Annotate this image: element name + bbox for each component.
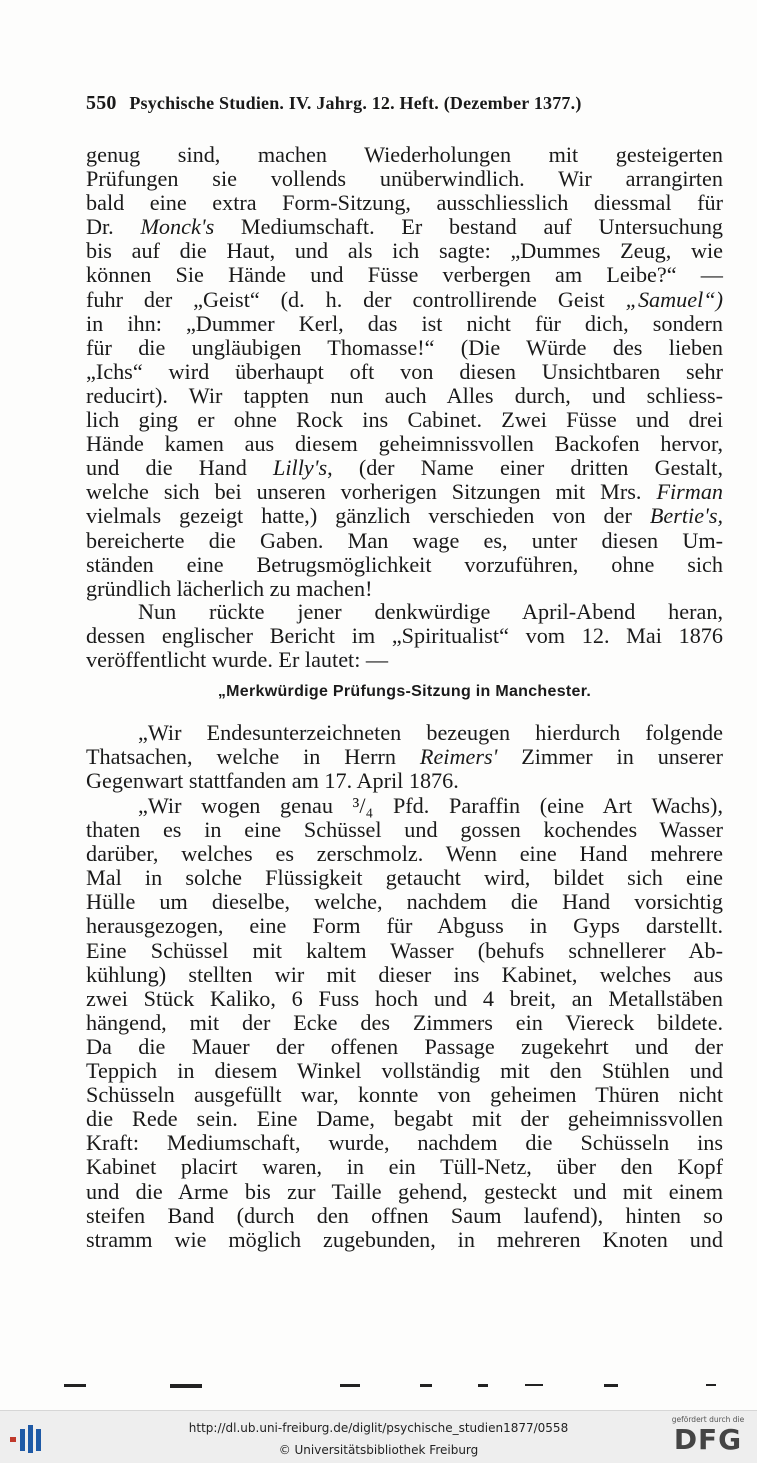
name-italic: Lilly's [273, 455, 328, 481]
text-line [86, 745, 723, 769]
text-line: Teppich in diesem Winkel vollständig mit den Stühlen und [86, 1058, 723, 1084]
text-line: „Ichs“ wird überhaupt oft von diesen Unsichtbaren sehr [86, 358, 723, 384]
permalink-url[interactable]: http://dl.ub.uni-freiburg.de/diglit/psychische_studien1877/0558 [188, 1421, 569, 1435]
printers-mark [420, 1384, 432, 1387]
text-line [86, 504, 723, 528]
dfg-logo-text: DFG [673, 1423, 743, 1456]
text-fragment: Thatsachen, welche in Herrn [86, 744, 397, 770]
copyright-notice: © Universitätsbibliothek Freiburg [278, 1443, 479, 1457]
name-italic: Monck's [140, 214, 215, 240]
text-fragment: Mediumschaft. Er bestand auf Untersuchung [240, 214, 724, 240]
text-line: „Wir wogen genau ³/₄ Pfd. Paraffin (eine Art Wachs), [138, 793, 723, 818]
name-italic: Bertie's, [649, 503, 723, 529]
dfg-funding-label: gefördert durch die [671, 1415, 745, 1424]
dfg-logo[interactable] [669, 1415, 747, 1461]
text-line: „Wir Endesunterzeichneten bezeugen hierdurch folgende [138, 720, 723, 745]
text-line: gründlich lächerlich zu machen! [86, 575, 373, 601]
text-line: bald eine extra Form-Sitzung, ausschliesslich diessmal für [86, 190, 723, 216]
printers-mark [604, 1384, 618, 1387]
text-line: die Rede sein. Eine Dame, begabt mit der geheimnissvollen [86, 1106, 723, 1132]
section-title: „Merkwürdige Prüfungs-Sitzung in Manchester. [217, 683, 592, 700]
text-line: Mal in solche Flüssigkeit getaucht wird, bildet sich eine [86, 865, 723, 891]
text-fragment: und die Hand [86, 455, 247, 481]
text-line: bis auf die Haut, und als ich sagte: „Dummes Zeug, wie [86, 238, 723, 264]
name-italic: Firman [656, 479, 724, 505]
paragraph-4 [86, 794, 723, 1252]
text-line: Prüfungen sie vollends unüberwindlich. Wir arrangirten [86, 166, 723, 192]
viewer-footer [0, 1410, 757, 1463]
text-line: darüber, welches es zerschmolz. Wenn eine Hand mehrere [86, 841, 723, 867]
text-line: Hände kamen aus diesem geheimnissvollen Backofen hervor, [86, 431, 723, 457]
printers-mark [340, 1384, 360, 1387]
running-header [86, 92, 726, 116]
text-line: Gegenwart stattfanden am 17. April 1876. [86, 768, 459, 794]
paragraph-2 [86, 600, 723, 672]
text-line: zwei Stück Kaliko, 6 Fuss hoch und 4 breit, an Metallstäben [86, 985, 723, 1011]
text-line: Schüsseln ausgefüllt war, konnte von geheimen Thüren nicht [86, 1082, 723, 1108]
text-line: Kabinet placirt waren, in ein Tüll-Netz, über den Kopf [86, 1154, 723, 1180]
text-line: können Sie Hände und Füsse verbergen am Leibe?“ — [86, 262, 723, 288]
text-line: in ihn: „Dummer Kerl, das ist nicht für dich, sondern [86, 310, 723, 336]
running-title: Psychische Studien. IV. Jahrg. 12. Heft. (Dezember 1377.) [129, 93, 582, 113]
text-line: bereicherte die Gaben. Man wage es, unter diesen Um- [86, 527, 723, 553]
text-line: steifen Band (durch den offnen Saum laufend), hinten so [86, 1202, 723, 1228]
paragraph-1 [86, 143, 723, 601]
text-line [86, 288, 723, 312]
text-line [86, 480, 723, 504]
text-line: Da die Mauer der offenen Passage zugekehrt und der [86, 1033, 723, 1059]
text-line: stramm wie möglich zugebunden, in mehreren Knoten und [86, 1226, 723, 1252]
paragraph-3 [86, 721, 723, 793]
printers-mark [170, 1384, 202, 1388]
text-line [86, 456, 723, 480]
text-line: veröffentlicht wurde. Er lautet: — [86, 647, 389, 673]
name-italic: Reimers' [419, 744, 498, 770]
printers-mark [64, 1384, 86, 1387]
text-line: Nun rückte jener denkwürdige April-Abend heran, [138, 599, 723, 624]
text-line: hängend, mit der Ecke des Zimmers ein Viereck bildete. [86, 1009, 723, 1035]
text-fragment: Zimmer in unserer [521, 744, 723, 770]
page-number: 550 [86, 92, 117, 114]
printers-mark [706, 1384, 716, 1386]
printers-mark [525, 1384, 543, 1386]
text-fragment: , (der Name einer dritten Gestalt, [327, 455, 723, 481]
printers-mark [478, 1384, 488, 1387]
text-line: lich ging er ohne Rock ins Cabinet. Zwei Füsse und drei [86, 407, 723, 433]
text-fragment: fuhr der „Geist“ (d. h. der controllirende Geist [86, 286, 605, 312]
text-line: reducirt). Wir tappten nun auch Alles durch, und schliess- [86, 382, 723, 408]
text-line [86, 215, 723, 239]
text-fragment: welche sich bei unseren vorherigen Sitzungen mit Mrs. [86, 479, 642, 505]
text-line: Kraft: Mediumschaft, wurde, nachdem die Schüsseln ins [86, 1130, 723, 1156]
text-line: genug sind, machen Wiederholungen mit gesteigerten [86, 142, 723, 167]
text-line: Eine Schüssel mit kaltem Wasser (behufs schnellerer Ab- [86, 937, 723, 963]
text-line: Hülle um dieselbe, welche, nachdem die Hand vorsichtig [86, 889, 723, 915]
text-line: und die Arme bis zur Taille gehend, gesteckt und mit einem [86, 1178, 723, 1204]
text-line: herausgezogen, eine Form für Abguss in Gyps darstellt. [86, 913, 723, 939]
text-line: für die ungläubigen Thomasse!“ (Die Würde des lieben [86, 334, 723, 360]
text-fragment: vielmals gezeigt hatte,) gänzlich verschieden von der [86, 503, 632, 529]
text-line: ständen eine Betrugsmöglichkeit vorzuführen, ohne sich [86, 551, 723, 577]
text-line: dessen englischer Bericht im „Spiritualist“ vom 12. Mai 1876 [86, 623, 723, 649]
name-italic: „Samuel“) [625, 286, 723, 312]
text-line: thaten es in eine Schüssel und gossen kochendes Wasser [86, 817, 723, 843]
text-fragment: Dr. [86, 214, 114, 240]
text-line: kühlung) stellten wir mit dieser ins Kabinet, welches aus [86, 961, 723, 987]
